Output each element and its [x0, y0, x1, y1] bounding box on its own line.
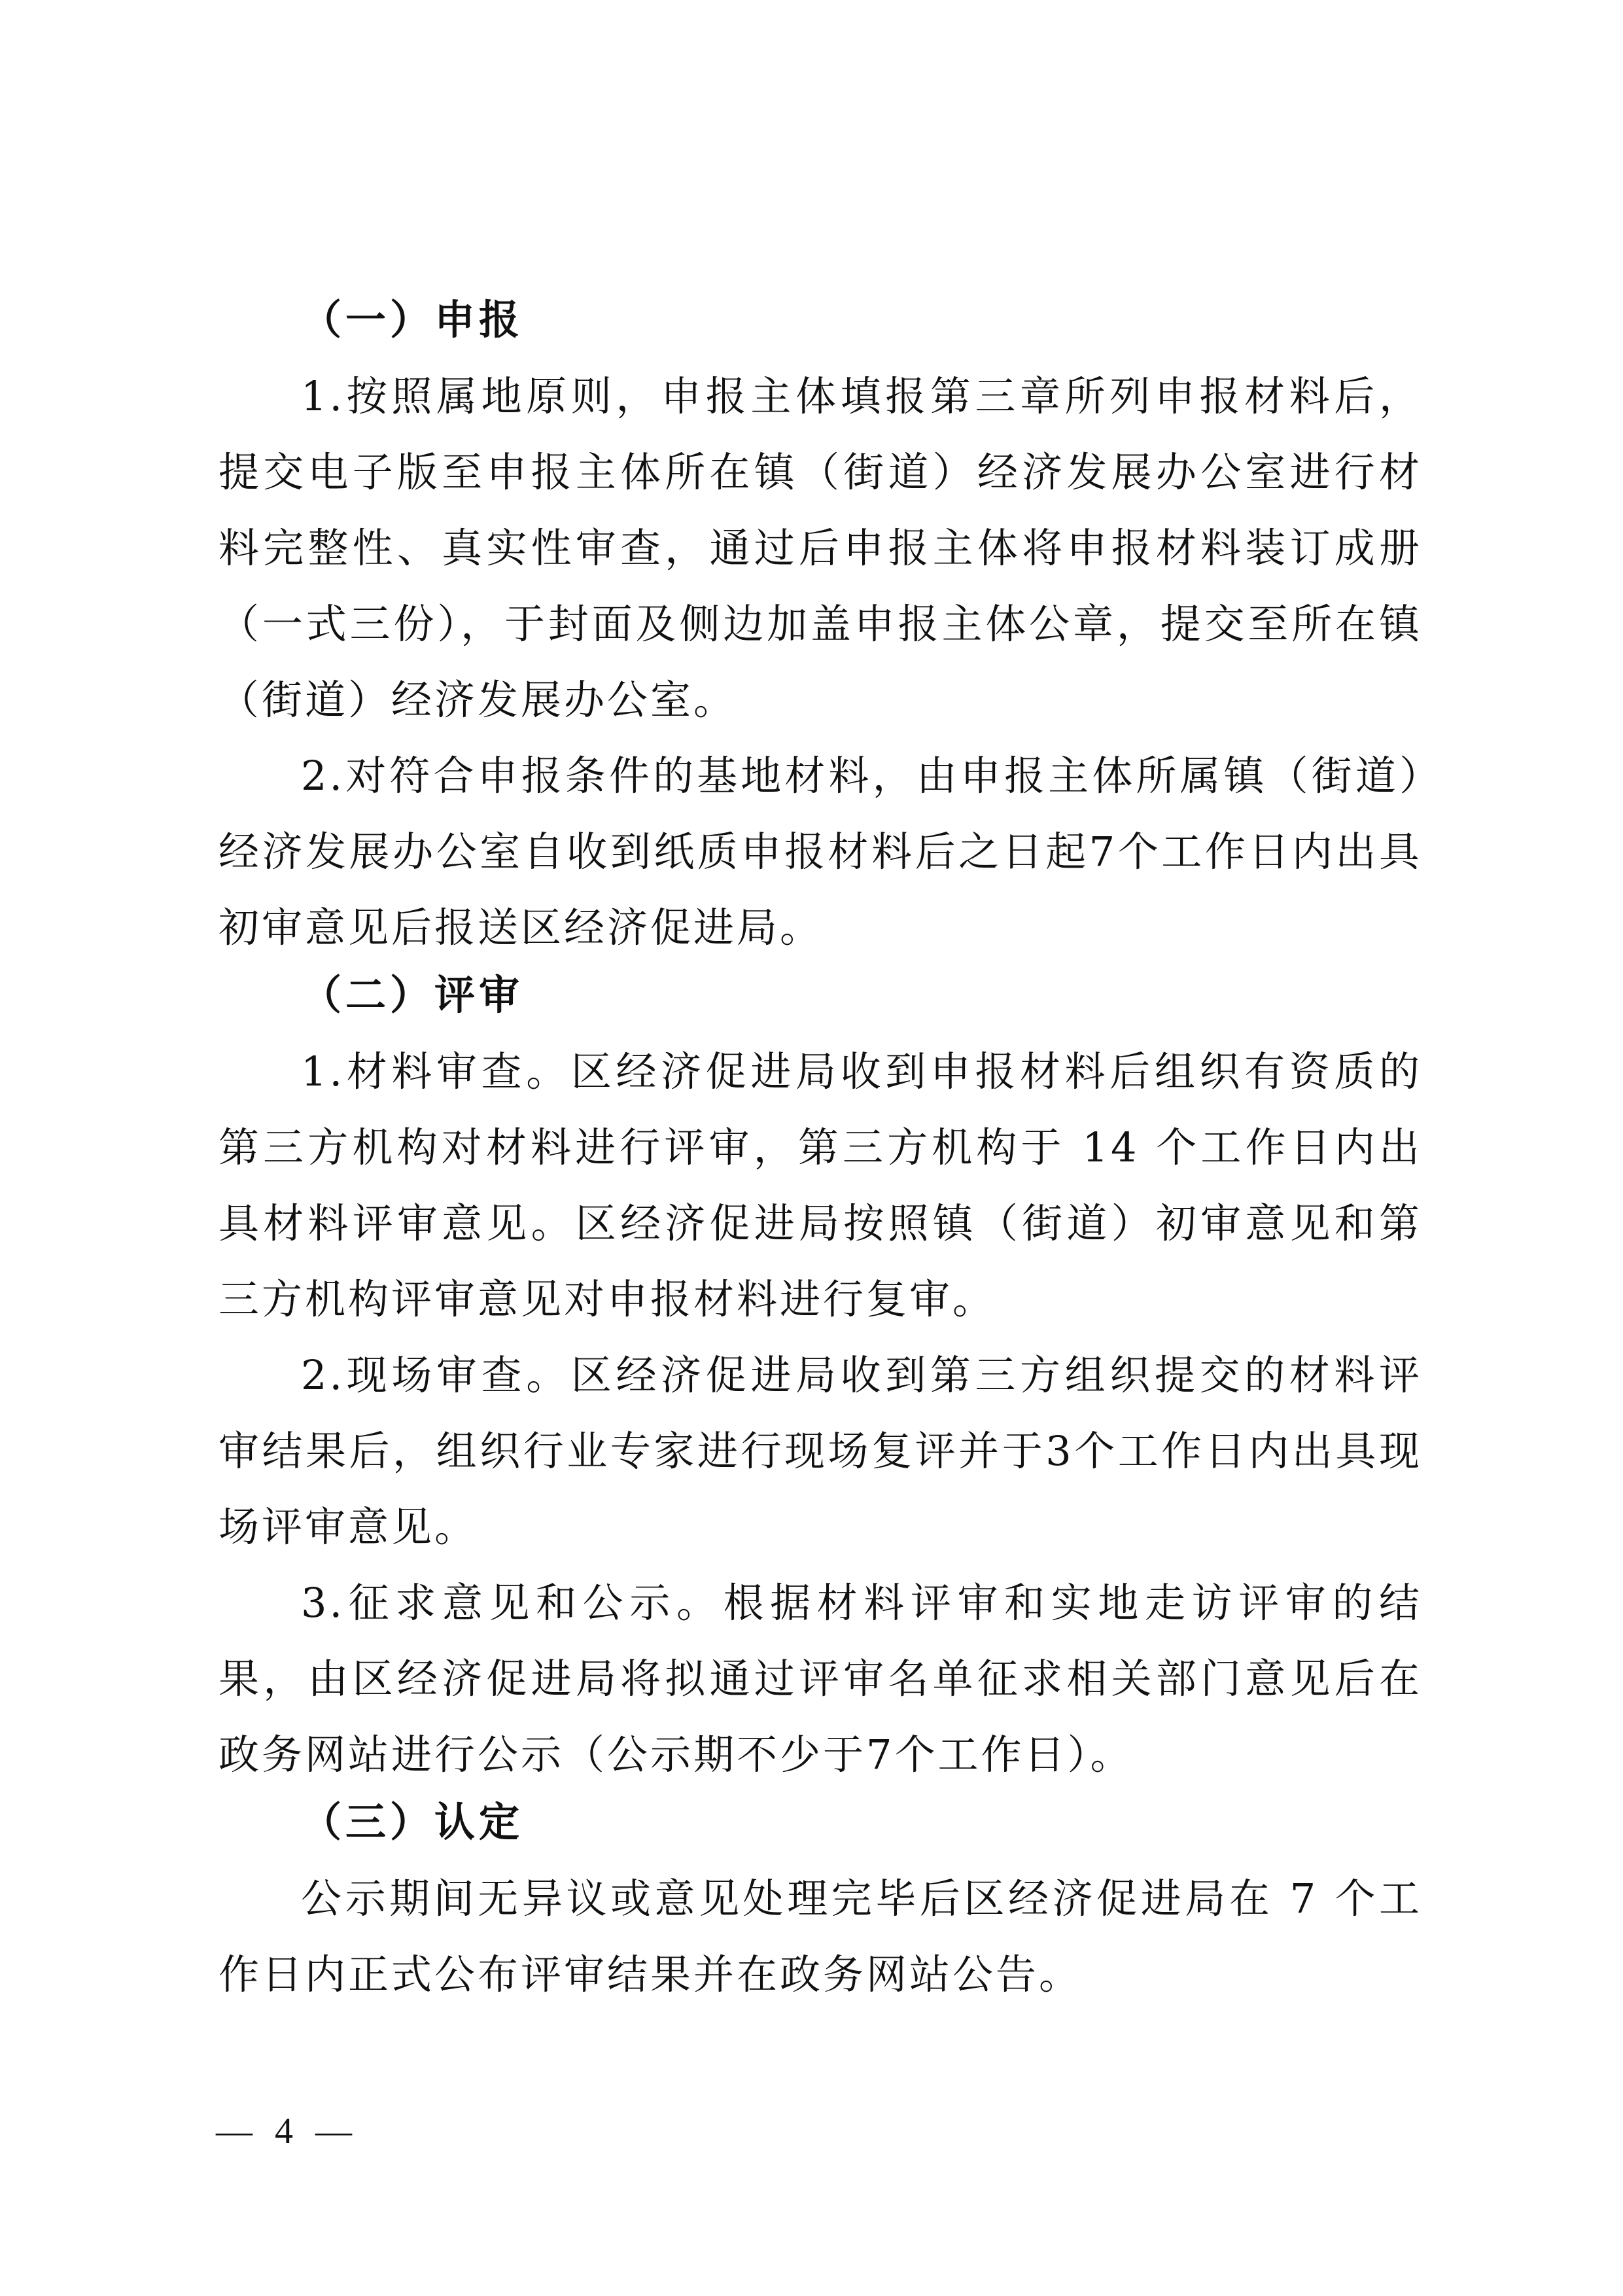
paragraph-certification-1: 公示期间无异议或意见处理完毕后区经济促进局在 7 个工作日内正式公布评审结果并在政务网站公告。 — [218, 1875, 1422, 1998]
paragraph-review-2: 2.现场审查。区经济促进局收到第三方组织提交的材料评审结果后，组织行业专家进行现场复评并于3个工作日内出具现场评审意见。 — [218, 1351, 1422, 1551]
section-heading-review: （二）评审 — [301, 971, 524, 1019]
page-number: — 4 — — [216, 2111, 358, 2151]
paragraph-application-2: 2.对符合申报条件的基地材料，由申报主体所属镇（街道）经济发展办公室自收到纸质申报材料后之日起7个工作日内出具初审意见后报送区经济促进局。 — [218, 752, 1422, 951]
paragraph-application-1: 1.按照属地原则，申报主体填报第三章所列申报材料后，提交电子版至申报主体所在镇（街道）经济发展办公室进行材料完整性、真实性审查，通过后申报主体将申报材料装订成册（一式三份），于封面及侧边加盖申报主体公章，提交至所在镇（街道）经济发展办公室。 — [218, 372, 1422, 724]
section-heading-application: （一）申报 — [301, 296, 524, 344]
section-heading-certification: （三）认定 — [301, 1798, 524, 1846]
paragraph-review-3: 3.征求意见和公示。根据材料评审和实地走访评审的结果，由区经济促进局将拟通过评审名单征求相关部门意见后在政务网站进行公示（公示期不少于7个工作日）。 — [218, 1579, 1422, 1778]
paragraph-review-1: 1.材料审查。区经济促进局收到申报材料后组织有资质的第三方机构对材料进行评审，第三方机构于 14 个工作日内出具材料评审意见。区经济促进局按照镇（街道）初审意见和第三方机构评审意见对申报材料进行复审。 — [218, 1048, 1422, 1323]
